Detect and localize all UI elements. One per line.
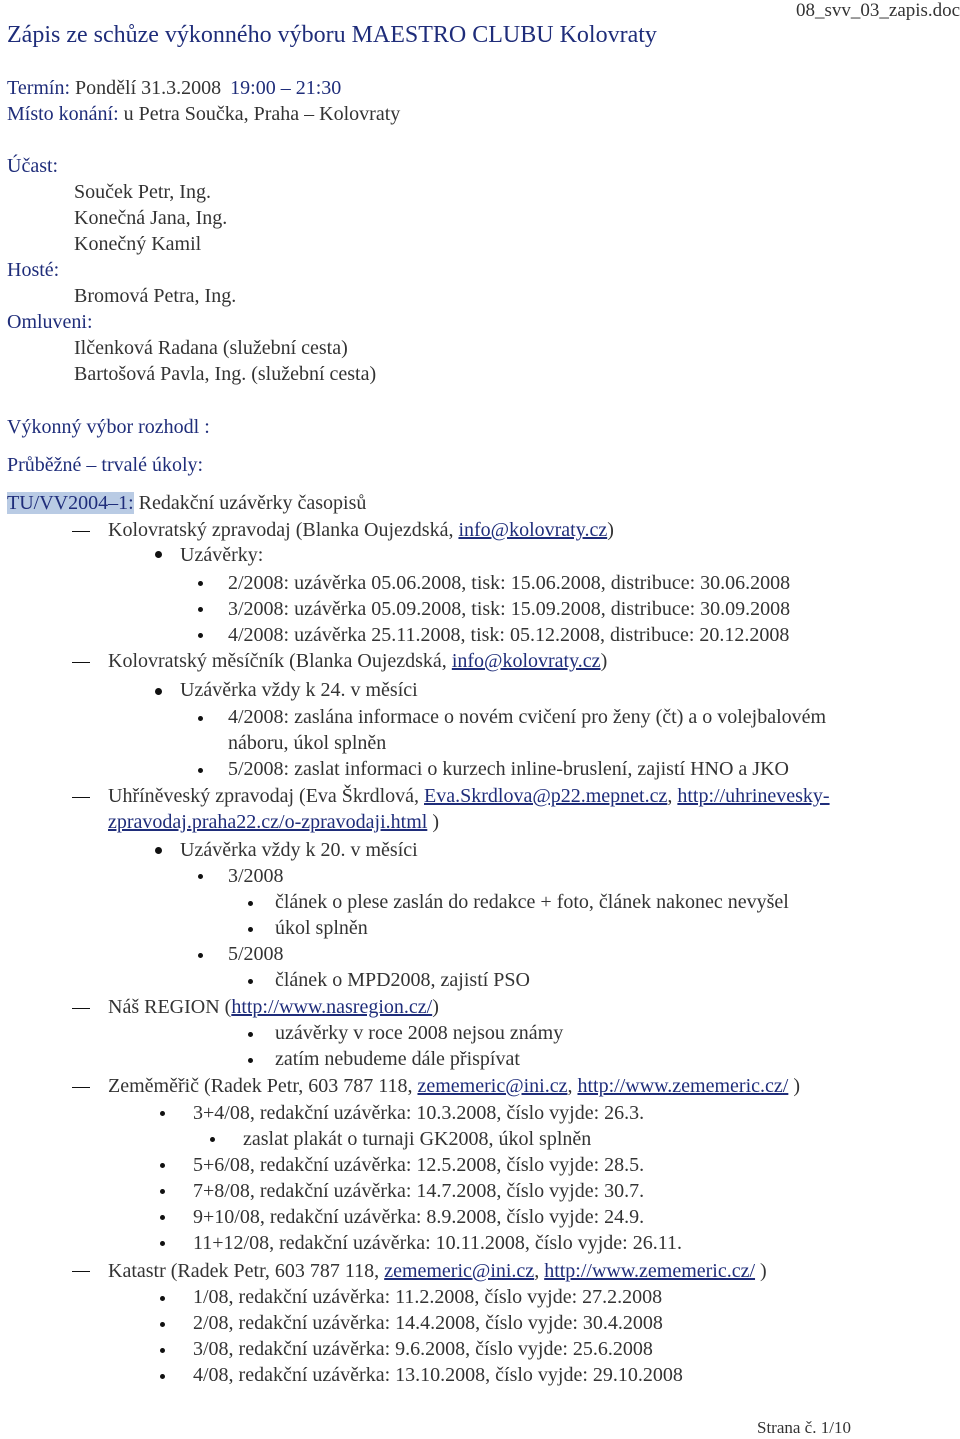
task-title: Redakční uzávěrky časopisů [138, 492, 367, 514]
bullet-dot [198, 768, 203, 773]
kz-item: 4/2008: uzávěrka 25.11.2008, tisk: 05.12.2008, distribuce: 20.12.2008 [228, 624, 790, 646]
ka-item: 3/08, redakční uzávěrka: 9.6.2008, číslo vyjde: 25.6.2008 [193, 1338, 653, 1360]
hoste-label: Hosté: [7, 259, 60, 281]
nr-close: ) [432, 996, 439, 1018]
ka-name: Katastr (Radek Petr, 603 787 118, [108, 1260, 385, 1282]
bullet-dot [155, 551, 162, 558]
term-time: 19:00 – 21:30 [230, 77, 342, 99]
bullet-dot [210, 1137, 215, 1142]
ka-url-link[interactable]: http://www.zememeric.cz/ [544, 1260, 756, 1282]
ka-item: 2/08, redakční uzávěrka: 14.4.2008, číslo vyjde: 30.4.2008 [193, 1312, 663, 1334]
bullet-dot [160, 1322, 165, 1327]
excused-person: Ilčenková Radana (služební cesta) [74, 337, 348, 359]
attendee: Souček Petr, Ing. [74, 181, 211, 203]
ka-sep: , [534, 1260, 545, 1282]
uz-group: 3/2008 [228, 865, 284, 887]
uz-group-item: článek o plese zaslán do redakce + foto, článek nakonec nevyšel [275, 891, 789, 913]
kz-item: 3/2008: uzávěrka 05.09.2008, tisk: 15.09.2008, distribuce: 30.09.2008 [228, 598, 791, 620]
decision-heading: Výkonný výbor rozhodl : [7, 416, 210, 438]
bullet-dot [160, 1111, 165, 1116]
zm-item: zaslat plakát o turnaji GK2008, úkol splněn [243, 1128, 592, 1150]
guest: Bromová Petra, Ing. [74, 285, 237, 307]
bullet-dot [160, 1215, 165, 1220]
uz-url-link[interactable]: http://uhrinevesky- [677, 785, 830, 807]
bullet-dot [198, 607, 203, 612]
bullet-dot [198, 953, 203, 958]
uz-group-item: článek o MPD2008, zajistí PSO [275, 969, 530, 991]
kz-name: Kolovratský zpravodaj (Blanka Oujezdská, [108, 519, 459, 541]
meeting-place [7, 101, 400, 127]
uz-name: Uhříněveský zpravodaj (Eva Škrdlová, [108, 785, 425, 807]
zm-item: 7+8/08, redakční uzávěrka: 14.7.2008, číslo vyjde: 30.7. [193, 1180, 645, 1202]
kz-sub: Uzávěrky: [180, 544, 264, 566]
attendee: Konečný Kamil [74, 233, 202, 255]
zm-item: 11+12/08, redakční uzávěrka: 10.11.2008, číslo vyjde: 26.11. [193, 1232, 682, 1254]
nr-name: Náš REGION ( [108, 996, 232, 1018]
task-line [7, 490, 366, 516]
zm-close: ) [788, 1075, 800, 1097]
ka-email-link[interactable]: zememeric@ini.cz [384, 1260, 535, 1282]
ucast-label: Účast: [7, 155, 59, 177]
ka-item: 1/08, redakční uzávěrka: 11.2.2008, číslo vyjde: 27.2.2008 [193, 1286, 663, 1308]
uz-close: ) [427, 811, 439, 833]
bullet-dot [155, 847, 162, 854]
nr-url-link[interactable]: http://www.nasregion.cz/ [231, 996, 433, 1018]
document-filename: 08_svv_03_zapis.doc [796, 0, 960, 21]
km-line [108, 648, 607, 674]
uz-url-link-cont[interactable]: zpravodaj.praha22.cz/o-zpravodaji.html [108, 811, 428, 833]
bullet-dot [248, 901, 253, 906]
uz-line-cont [108, 809, 439, 835]
bullet-dot [160, 1241, 165, 1246]
dash-bullet [72, 531, 90, 532]
kz-email-link[interactable]: info@kolovraty.cz [458, 519, 608, 541]
meeting-term [7, 75, 341, 101]
km-email-link[interactable]: info@kolovraty.cz [451, 650, 601, 672]
ka-line [108, 1258, 767, 1284]
uz-group-item: úkol splněn [275, 917, 368, 939]
zm-line [108, 1073, 800, 1099]
bullet-dot [198, 633, 203, 638]
zm-name: Zeměměřič (Radek Petr, 603 787 118, [108, 1075, 418, 1097]
zm-url-link[interactable]: http://www.zememeric.cz/ [577, 1075, 789, 1097]
attendee: Konečná Jana, Ing. [74, 207, 228, 229]
bullet-dot [248, 979, 253, 984]
bullet-dot [160, 1296, 165, 1301]
bullet-dot [248, 1058, 253, 1063]
uz-line [108, 783, 830, 809]
document-title: Zápis ze schůze výkonného výboru MAESTRO CLUBU Kolovraty [7, 22, 657, 48]
zm-email-link[interactable]: zememeric@ini.cz [417, 1075, 568, 1097]
zm-item: 9+10/08, redakční uzávěrka: 8.9.2008, číslo vyjde: 24.9. [193, 1206, 645, 1228]
bullet-dot [248, 1032, 253, 1037]
place-label: Místo konání: [7, 103, 119, 125]
km-item-cont: náboru, úkol splněn [228, 732, 387, 754]
place-value: u Petra Součka, Praha – Kolovraty [123, 103, 401, 125]
bullet-dot [160, 1348, 165, 1353]
bullet-dot [155, 688, 162, 695]
nr-item: zatím nebudeme dále přispívat [275, 1048, 520, 1070]
tasks-heading: Průběžné – trvalé úkoly: [7, 454, 204, 476]
dash-bullet [72, 1087, 90, 1088]
task-code: TU/VV2004–1: [7, 492, 134, 514]
bullet-dot [198, 581, 203, 586]
dash-bullet [72, 1008, 90, 1009]
bullet-dot [160, 1374, 165, 1379]
dash-bullet [72, 797, 90, 798]
nr-item: uzávěrky v roce 2008 nejsou známy [275, 1022, 564, 1044]
page-number: Strana č. 1/10 [757, 1418, 851, 1437]
bullet-dot [248, 927, 253, 932]
km-sub: Uzávěrka vždy k 24. v měsíci [180, 679, 418, 701]
uz-group: 5/2008 [228, 943, 284, 965]
uz-sub: Uzávěrka vždy k 20. v měsíci [180, 839, 418, 861]
uz-sep: , [667, 785, 678, 807]
bullet-dot [160, 1189, 165, 1194]
zm-item: 3+4/08, redakční uzávěrka: 10.3.2008, číslo vyjde: 26.3. [193, 1102, 645, 1124]
kz-line [108, 517, 614, 543]
ka-item: 4/08, redakční uzávěrka: 13.10.2008, číslo vyjde: 29.10.2008 [193, 1364, 683, 1386]
bullet-dot [198, 874, 203, 879]
uz-email-link[interactable]: Eva.Skrdlova@p22.mepnet.cz [424, 785, 668, 807]
nr-line [108, 994, 439, 1020]
omluveni-label: Omluveni: [7, 311, 93, 333]
km-item: 5/2008: zaslat informaci o kurzech inline-bruslení, zajistí HNO a JKO [228, 758, 789, 780]
zm-item: 5+6/08, redakční uzávěrka: 12.5.2008, číslo vyjde: 28.5. [193, 1154, 645, 1176]
km-name: Kolovratský měsíčník (Blanka Oujezdská, [108, 650, 452, 672]
term-day: Pondělí 31.3.2008 [75, 77, 222, 99]
bullet-dot [160, 1163, 165, 1168]
ka-close: ) [755, 1260, 767, 1282]
bullet-dot [198, 716, 203, 721]
excused-person: Bartošová Pavla, Ing. (služební cesta) [74, 363, 377, 385]
km-close: ) [600, 650, 608, 672]
dash-bullet [72, 662, 90, 663]
kz-item: 2/2008: uzávěrka 05.06.2008, tisk: 15.06.2008, distribuce: 30.06.2008 [228, 572, 791, 594]
term-label: Termín: [7, 77, 71, 99]
dash-bullet [72, 1271, 90, 1272]
km-item: 4/2008: zaslána informace o novém cvičení pro ženy (čt) a o volejbalovém [228, 706, 827, 728]
kz-close: ) [607, 519, 614, 541]
zm-sep: , [567, 1075, 578, 1097]
